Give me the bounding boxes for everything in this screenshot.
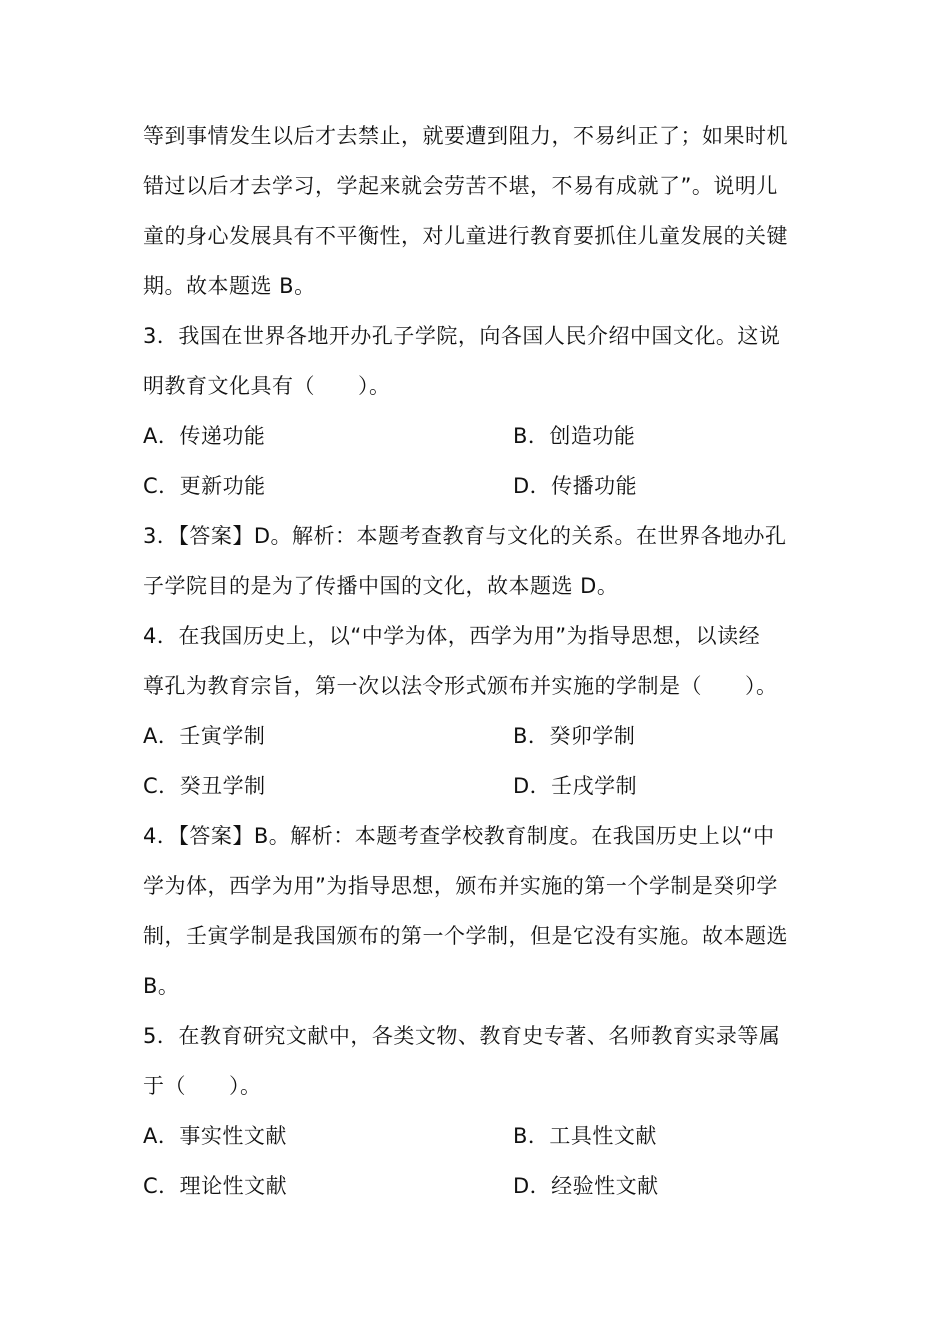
question-5-option-a: A．事实性文献: [143, 1124, 287, 1148]
question-4-answer: 制，壬寅学制是我国颁布的第一个学制，但是它没有实施。故本题选: [143, 924, 788, 948]
paragraph-line: 等到事情发生以后才去禁止，就要遭到阻力，不易纠正了；如果时机: [143, 124, 788, 148]
question-3-option-a: A．传递功能: [143, 424, 266, 448]
question-3-answer: 3．【答案】D。解析：本题考查教育与文化的关系。在世界各地办孔: [143, 524, 787, 548]
paragraph-line: 期。故本题选 B。: [143, 274, 316, 298]
question-3-option-c: C．更新功能: [143, 474, 266, 498]
question-5-option-c: C．理论性文献: [143, 1174, 288, 1198]
question-4-stem: 4．在我国历史上，以“中学为体，西学为用”为指导思想，以读经: [143, 624, 761, 648]
question-3-option-b: B．创造功能: [513, 424, 636, 448]
question-5-option-d: D．经验性文献: [513, 1174, 659, 1198]
question-4-option-a: A．壬寅学制: [143, 724, 266, 748]
question-4-answer: 学为体，西学为用”为指导思想，颁布并实施的第一个学制是癸卯学: [143, 874, 778, 898]
question-3-option-d: D．传播功能: [513, 474, 638, 498]
question-4-option-b: B．癸卯学制: [513, 724, 636, 748]
question-3-options-row: [143, 411, 808, 461]
document-body: [143, 111, 808, 1211]
question-4-option-d: D．壬戌学制: [513, 774, 638, 798]
question-3-answer: 子学院目的是为了传播中国的文化，故本题选 D。: [143, 574, 619, 598]
question-3-stem: 明教育文化具有（ ）。: [143, 374, 391, 398]
question-5-options-row: [143, 1161, 808, 1211]
question-4-options-row: [143, 711, 808, 761]
question-4-answer: B。: [143, 974, 180, 998]
question-4-options-row: [143, 761, 808, 811]
question-4-answer: 4．【答案】B。解析：本题考查学校教育制度。在我国历史上以“中: [143, 824, 775, 848]
question-3-options-row: [143, 461, 808, 511]
question-5-options-row: [143, 1111, 808, 1161]
paragraph-line: 童的身心发展具有不平衡性，对儿童进行教育要抓住儿童发展的关键: [143, 224, 788, 248]
question-4-option-c: C．癸丑学制: [143, 774, 266, 798]
question-4-stem: 尊孔为教育宗旨，第一次以法令形式颁布并实施的学制是（ ）。: [143, 674, 778, 698]
question-5-stem: 5．在教育研究文献中，各类文物、教育史专著、名师教育实录等属: [143, 1024, 781, 1048]
question-3-stem: 3．我国在世界各地开办孔子学院，向各国人民介绍中国文化。这说: [143, 324, 781, 348]
paragraph-line: 错过以后才去学习，学起来就会劳苦不堪，不易有成就了”。说明儿: [143, 174, 778, 198]
question-5-stem: 于（ ）。: [143, 1074, 262, 1098]
question-5-option-b: B．工具性文献: [513, 1124, 657, 1148]
